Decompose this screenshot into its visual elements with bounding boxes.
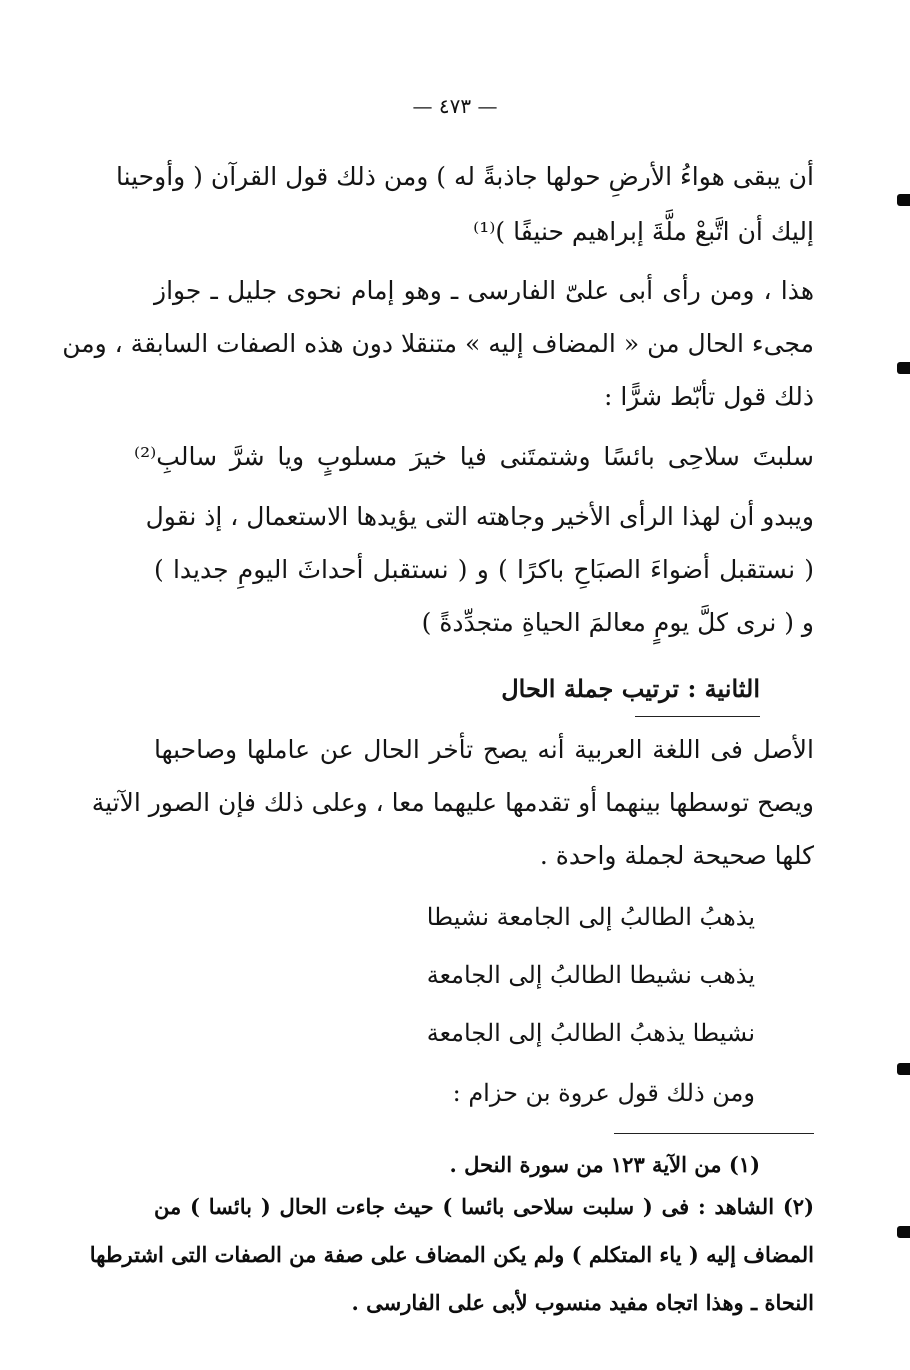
paragraph-2-line-3: ذلك قول تأبّط شرًّا : <box>603 382 814 411</box>
example-sentence-2: يذهب نشيطا الطالبُ إلى الجامعة <box>426 961 755 989</box>
footnote-separator <box>614 1133 814 1134</box>
heading-underline <box>635 716 760 717</box>
margin-scan-mark <box>897 1226 910 1238</box>
paragraph-3-line-1: ويبدو أن لهذا الرأى الأخير وجاهته التى يؤيدها الاستعمال ، إذ نقول <box>145 502 814 531</box>
page-number: — ٤٧٣ — <box>412 94 498 118</box>
footnote-2-line-1: (٢) الشاهد : فى ( سلبت سلاحى بائسا ) حيث جاءت الحال ( بائسا ) من <box>154 1194 814 1219</box>
paragraph-5-line-1: ومن ذلك قول عروة بن حزام : <box>452 1079 755 1107</box>
margin-scan-mark <box>897 362 910 374</box>
footnote-1: (١) من الآية ١٢٣ من سورة النحل . <box>449 1152 760 1177</box>
poem-verse: سلبتَ سلاحِى بائسًا وشتمتَنى فيا خيرَ مسلوبٍ ويا شرَّ سالبِ⁽²⁾ <box>134 442 814 471</box>
paragraph-1-line-1: أن يبقى هواءُ الأرضِ حولها جاذبةً له ) ومن ذلك قول القرآن ( وأوحينا <box>115 162 814 191</box>
paragraph-3-line-3: و ( نرى كلَّ يومٍ معالمَ الحياةِ متجدِّدةً ) <box>421 608 814 637</box>
paragraph-1-line-2: إليك أن اتَّبعْ ملَّةَ إبراهيم حنيفًا )⁽¹⁾ <box>473 217 814 246</box>
paragraph-2-line-1: هذا ، ومن رأى أبى علىّ الفارسى ـ وهو إمام نحوى جليل ـ جواز <box>154 276 814 305</box>
section-heading: الثانية : ترتيب جملة الحال <box>501 674 760 703</box>
margin-scan-mark <box>897 1063 910 1075</box>
footnote-2-line-2: المضاف إليه ( ياء المتكلم ) ولم يكن المضاف على صفة من الصفات التى اشترطها <box>89 1242 814 1267</box>
paragraph-4-line-1: الأصل فى اللغة العربية أنه يصح تأخر الحال عن عاملها وصاحبها <box>154 735 814 764</box>
example-sentence-3: نشيطا يذهبُ الطالبُ إلى الجامعة <box>426 1019 755 1047</box>
paragraph-3-line-2: ( نستقبل أضواءَ الصبَاحِ باكرًا ) و ( نستقبل أحداثَ اليومِ جديدا ) <box>154 555 814 584</box>
paragraph-2-line-2: مجىء الحال من « المضاف إليه » متنقلا دون هذه الصفات السابقة ، ومن <box>62 329 814 358</box>
paragraph-4-line-3: كلها صحيحة لجملة واحدة . <box>539 841 814 870</box>
example-sentence-1: يذهبُ الطالبُ إلى الجامعة نشيطا <box>426 903 755 931</box>
margin-scan-mark <box>897 194 910 206</box>
paragraph-4-line-2: ويصح توسطها بينهما أو تقدمها عليهما معا ، وعلى ذلك فإن الصور الآتية <box>91 788 814 817</box>
footnote-2-line-3: النحاة ـ وهذا اتجاه مفيد منسوب لأبى على الفارسى . <box>351 1290 814 1315</box>
